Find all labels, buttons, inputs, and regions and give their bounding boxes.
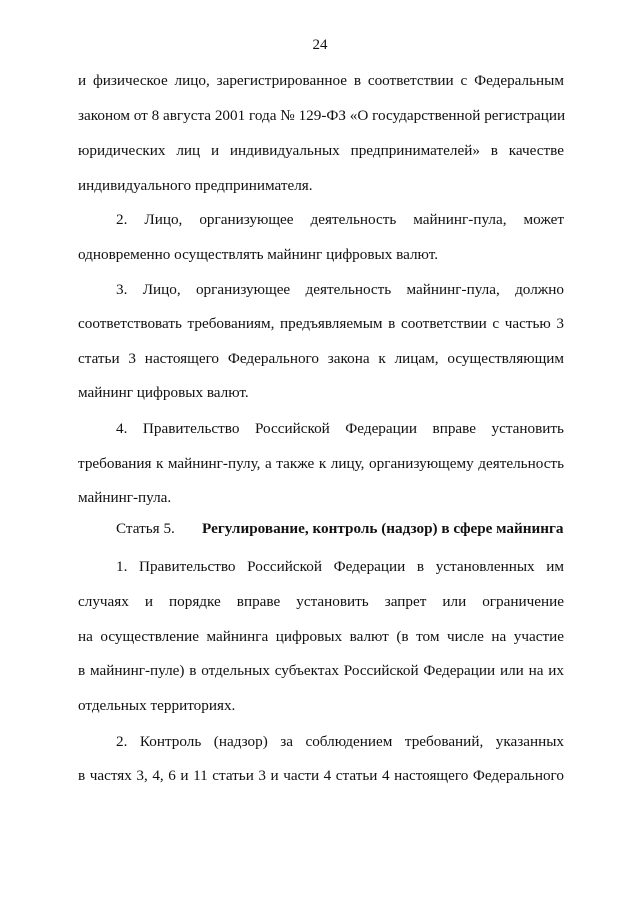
text-line: отдельных территориях. xyxy=(78,697,236,714)
text-line: в майнинг-пуле) в отдельных субъектах Российской Федерации или на их xyxy=(78,662,564,679)
text-line: законом от 8 августа 2001 года № 129-ФЗ «О государственной регистрации xyxy=(78,107,566,124)
text-line: в частях 3, 4, 6 и 11 статьи 3 и части 4 статьи 4 настоящего Федерального xyxy=(78,767,564,784)
text-line: юридических лиц и индивидуальных предпринимателей» в качестве xyxy=(78,142,564,159)
text-line: 4. Правительство Российской Федерации вправе установить xyxy=(116,420,564,437)
text-line: майнинг цифровых валют. xyxy=(78,384,249,401)
text-line: индивидуального предпринимателя. xyxy=(78,177,313,194)
article-label: Статья 5. xyxy=(116,520,175,537)
text-line: соответствовать требованиям, предъявляемым в соответствии с частью 3 xyxy=(78,315,564,332)
text-line: одновременно осуществлять майнинг цифровых валют. xyxy=(78,246,438,263)
text-line: 1. Правительство Российской Федерации в установленных им xyxy=(116,558,564,575)
text-line: 2. Лицо, организующее деятельность майнинг-пула, может xyxy=(116,211,564,228)
text-line: 3. Лицо, организующее деятельность майнинг-пула, должно xyxy=(116,281,564,298)
text-line: случаях и порядке вправе установить запрет или ограничение xyxy=(78,593,564,610)
text-line: требования к майнинг-пулу, а также к лицу, организующему деятельность xyxy=(78,455,564,472)
text-line: на осуществление майнинга цифровых валют (в том числе на участие xyxy=(78,628,564,645)
text-line: и физическое лицо, зарегистрированное в соответствии с Федеральным xyxy=(78,72,564,89)
text-line: майнинг-пула. xyxy=(78,489,172,506)
text-line: статьи 3 настоящего Федерального закона к лицам, осуществляющим xyxy=(78,350,564,367)
text-line: 2. Контроль (надзор) за соблюдением требований, указанных xyxy=(116,733,564,750)
article-title: Регулирование, контроль (надзор) в сфере майнинга xyxy=(202,520,564,537)
page-number: 24 xyxy=(312,37,328,53)
article-heading xyxy=(116,520,564,538)
